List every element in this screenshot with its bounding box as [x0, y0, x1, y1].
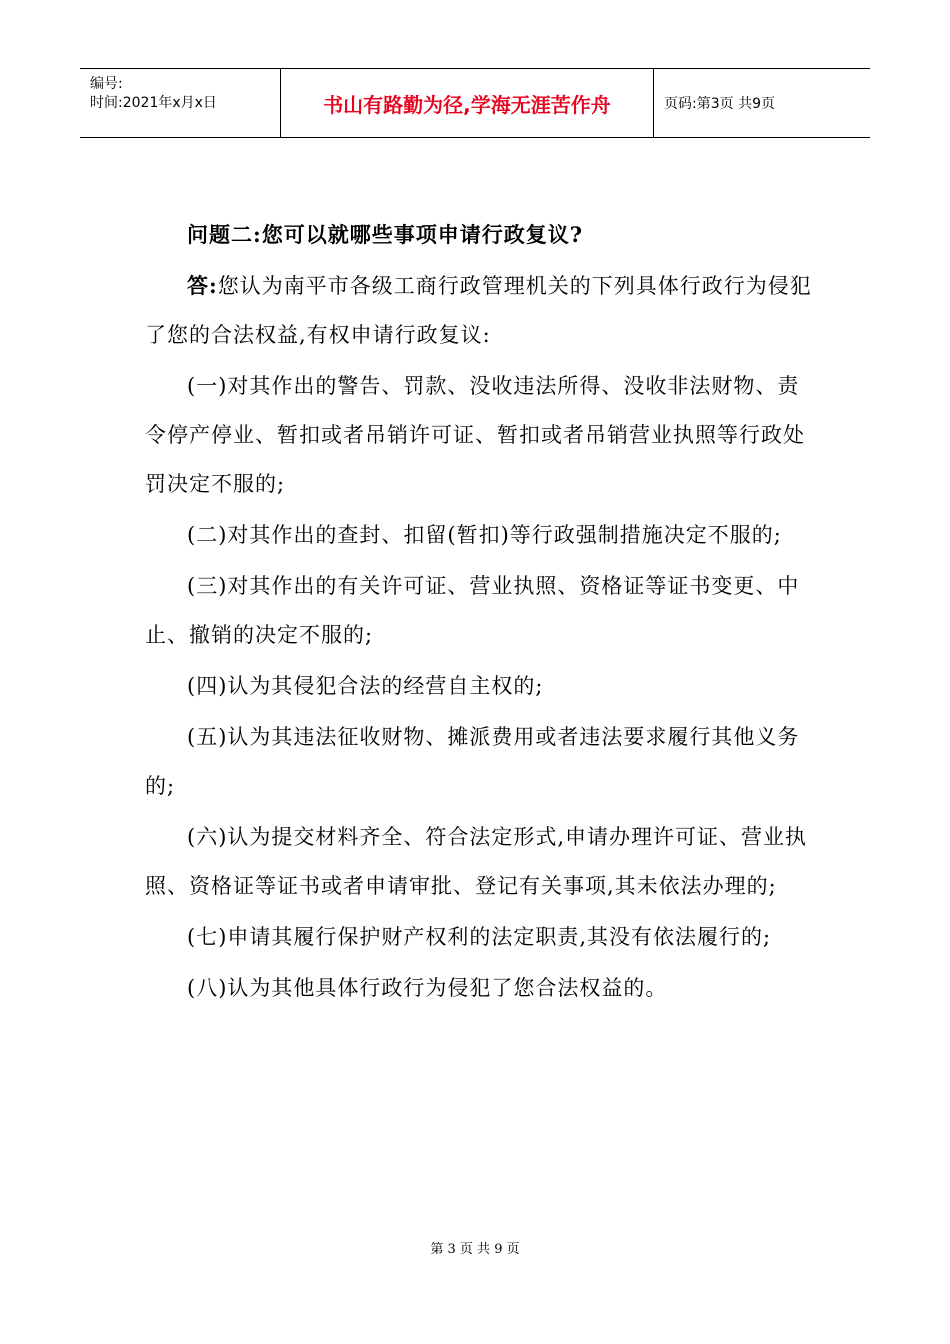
- page-footer: 第 3 页 共 9 页: [430, 1242, 520, 1257]
- page-header: [80, 68, 870, 138]
- list-item: (七)申请其履行保护财产权利的法定职责,其没有依法履行的;: [187, 925, 772, 949]
- question-heading: 问题二:您可以就哪些事项申请行政复议?: [187, 222, 584, 247]
- number-label: 编号:: [90, 76, 123, 92]
- header-meta: [80, 69, 281, 137]
- answer-paragraph: [145, 261, 815, 360]
- list-item: (二)对其作出的查封、扣留(暂扣)等行政强制措施决定不服的;: [187, 523, 782, 547]
- list-item: (八)认为其他具体行政行为侵犯了您合法权益的。: [187, 976, 668, 1000]
- header-motto: 书山有路勤为径,学海无涯苦作舟: [281, 69, 654, 137]
- header-page-label: 页码:第3页 共9页: [664, 96, 775, 112]
- list-item: (五)认为其违法征收财物、摊派费用或者违法要求履行其他义务的;: [145, 725, 800, 798]
- list-item: (四)认为其侵犯合法的经营自主权的;: [187, 674, 544, 698]
- answer-label: 答:: [187, 273, 218, 298]
- list-item: (一)对其作出的警告、罚款、没收违法所得、没收非法财物、责令停产停业、暂扣或者吊销许可证、暂扣或者吊销营业执照等行政处罚决定不服的;: [145, 374, 805, 496]
- time-label: 时间:2021年x月x日: [90, 95, 217, 111]
- list-item: (三)对其作出的有关许可证、营业执照、资格证等证书变更、中止、撤销的决定不服的;: [145, 574, 800, 647]
- answer-intro: 您认为南平市各级工商行政管理机关的下列具体行政行为侵犯了您的合法权益,有权申请行政复议:: [145, 274, 812, 347]
- document-body: [145, 210, 815, 1015]
- list-item: (六)认为提交材料齐全、符合法定形式,申请办理许可证、营业执照、资格证等证书或者申请审批、登记有关事项,其未依法办理的;: [145, 825, 808, 898]
